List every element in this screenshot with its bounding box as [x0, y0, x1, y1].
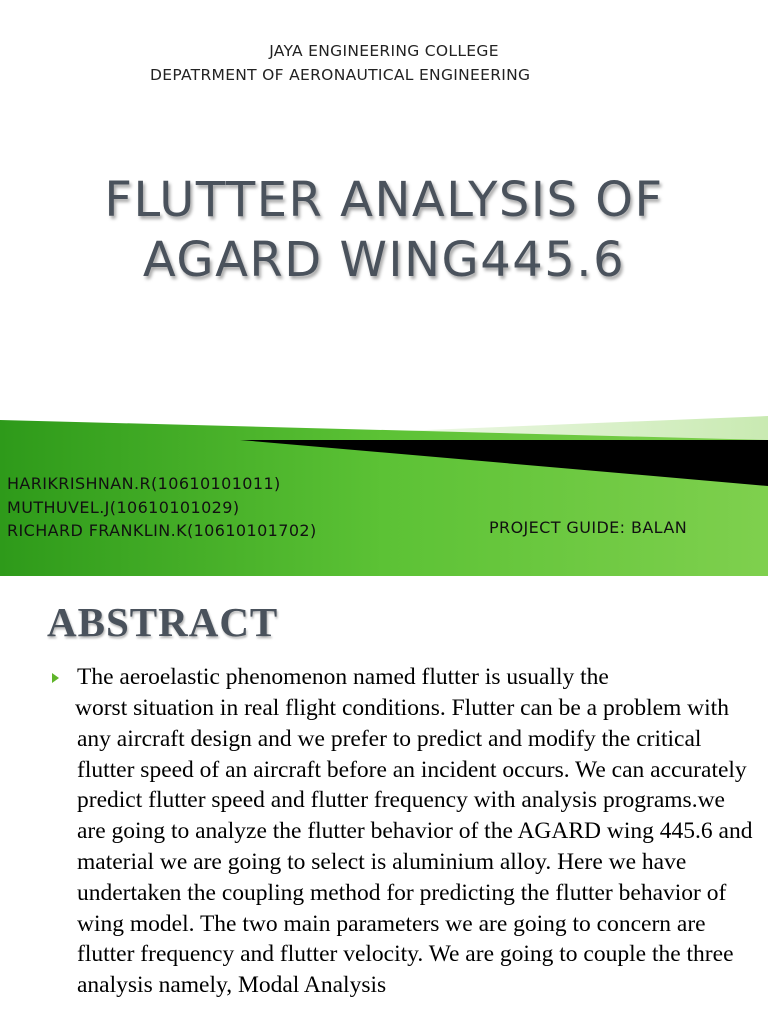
student-list [7, 472, 317, 543]
department-name: DEPATRMENT OF AERONAUTICAL ENGINEERING [150, 66, 531, 84]
student-name: HARIKRISHNAN.R(10610101011) [7, 474, 281, 493]
abstract-body: worst situation in real flight conditions. Flutter can be a problem with any aircraft design and we prefer to predict and modify the critical flutter speed of an aircraft before an incident occurs. We can accurately predict flutter speed and flutter frequency with analysis programs.we are going to analyze the flutter behavior of the AGARD wing 445.6 and material we are going to select is aluminium alloy. Here we have undertaken the coupling method for predicting the flutter behavior of wing model. The two main parameters we are going to concern are flutter frequency and flutter velocity. We are going to couple the three analysis namely, Modal Analysis [75, 695, 753, 999]
student-name: RICHARD FRANKLIN.K(10610101702) [7, 521, 317, 540]
abstract-slide [0, 576, 768, 1024]
bullet-arrow-icon [52, 673, 59, 683]
abstract-first-line: The aeroelastic phenomenon named flutter is usually the [77, 664, 609, 690]
college-name: JAYA ENGINEERING COLLEGE [269, 42, 499, 60]
project-guide: PROJECT GUIDE: BALAN [489, 518, 688, 537]
title-line-2: AGARD WING445.6 [142, 232, 626, 288]
student-name: MUTHUVEL.J(10610101029) [7, 497, 240, 517]
abstract-heading: ABSTRACT [47, 599, 279, 645]
title-line-1: FLUTTER ANALYSIS OF [104, 172, 664, 228]
